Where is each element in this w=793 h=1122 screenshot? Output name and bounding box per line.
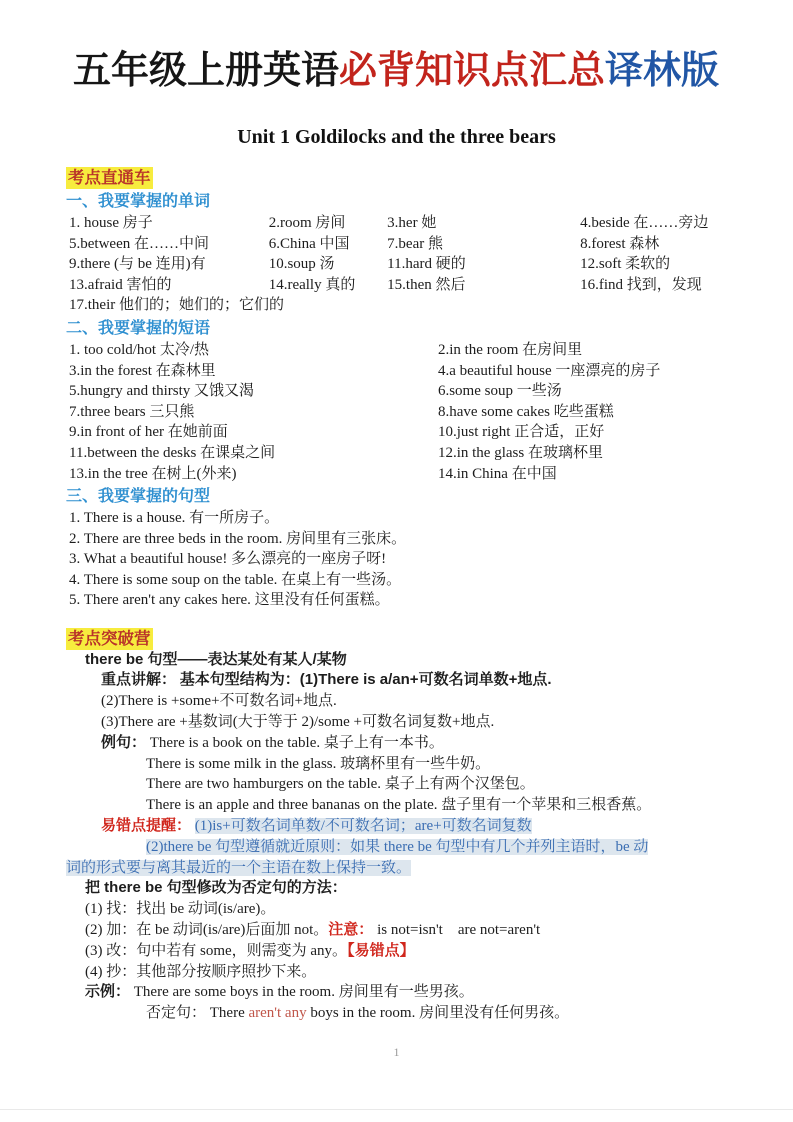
negative-sentence-before: There bbox=[209, 1005, 249, 1022]
negative-sentence-highlight: aren't any bbox=[248, 1005, 307, 1022]
words-grid bbox=[66, 213, 743, 295]
negative-sentence-line bbox=[146, 1003, 743, 1024]
phrase-item: 12.in the glass 在玻璃杯里 bbox=[437, 444, 603, 461]
pitfall-line-2 bbox=[146, 837, 743, 858]
key-explain-line2: (2)There is +some+不可数名词+地点. bbox=[101, 693, 337, 710]
page-content bbox=[66, 150, 743, 1024]
word-item: 9.there (与 be 连用)有 bbox=[69, 256, 206, 273]
example-sentence: There is a book on the table. 桌子上有一本书。 bbox=[149, 734, 444, 751]
example-line-3: There are two hamburgers on the table. 桌子上有两个汉堡包。 bbox=[146, 776, 535, 793]
sample-sentence: There are some boys in the room. 房间里有一些男孩。 bbox=[133, 984, 474, 1001]
example-line-4: There is an apple and three bananas on the plate. 盘子里有一个苹果和三根香蕉。 bbox=[146, 797, 652, 814]
pitfall-mark: 【易错点】 bbox=[347, 941, 415, 959]
word-item: 6.China 中国 bbox=[268, 235, 350, 252]
pitfall-rule-2: (2)there be 句型遵循就近原则：如果 there be 句型中有几个并列主语时，be 动 bbox=[146, 838, 649, 855]
page-bottom-divider bbox=[0, 1109, 793, 1110]
negation-step-3 bbox=[85, 941, 743, 962]
word-item: 7.bear 熊 bbox=[387, 235, 443, 252]
word-item: 3.her 她 bbox=[387, 215, 437, 231]
key-structure-intro-and-1: 基本句型结构为：(1)There is a/an+可数名词单数+地点. bbox=[179, 671, 552, 689]
pitfall-rule-1: (1)is+可数名词单数/不可数名词；are+可数名词复数 bbox=[194, 818, 532, 834]
sentence-item: 5. There aren't any cakes here. 这里没有任何蛋糕。 bbox=[69, 592, 390, 609]
example-line-1 bbox=[101, 733, 743, 754]
title-segment-blue: 译林版 bbox=[605, 50, 720, 92]
phrase-item: 3.in the forest 在森林里 bbox=[69, 362, 216, 379]
key-explain-label: 重点讲解： bbox=[101, 671, 177, 689]
sentence-item: 1. There is a house. 有一所房子。 bbox=[69, 510, 280, 527]
sample-label: 示例： bbox=[85, 983, 131, 1001]
exam-express-badge: 考点直通车 bbox=[68, 169, 151, 187]
negation-step-4: (4) 抄：其他部分按顺序照抄下来。 bbox=[85, 963, 317, 980]
word-item: 13.afraid 害怕的 bbox=[69, 276, 172, 293]
word-item: 17.their 他们的；她们的；它们的 bbox=[69, 297, 284, 314]
word-item: 14.really 真的 bbox=[268, 276, 356, 293]
document-title bbox=[73, 48, 793, 94]
negation-method-title: 把 there be 句型修改为否定句的方法： bbox=[85, 879, 347, 897]
pitfall-rule-2-continued: 词的形式要与离其最近的一个主语在数上保持一致。 bbox=[66, 859, 412, 876]
phrases-heading: 二、我要掌握的短语 bbox=[66, 319, 211, 337]
word-item: 15.then 然后 bbox=[387, 276, 466, 293]
page-number: 1 bbox=[393, 1045, 400, 1059]
breakthrough-badge: 考点突破营 bbox=[68, 629, 151, 648]
phrase-item: 14.in China 在中国 bbox=[437, 465, 557, 482]
key-explain-line3: (3)There are +基数词(大于等于 2)/some +可数名词复数+地点. bbox=[101, 714, 495, 731]
phrases-grid bbox=[66, 340, 743, 484]
word-item: 8.forest 森林 bbox=[580, 235, 660, 252]
negation-step-2 bbox=[85, 920, 743, 941]
phrase-item: 13.in the tree 在树上(外来) bbox=[69, 465, 237, 482]
example-label: 例句： bbox=[101, 733, 147, 751]
phrase-item: 1. too cold/hot 太冷/热 bbox=[69, 341, 209, 358]
word-item: 5.between 在……中间 bbox=[69, 235, 209, 252]
sentences-list bbox=[66, 508, 743, 611]
phrase-item: 2.in the room 在房间里 bbox=[437, 341, 583, 358]
word-item: 12.soft 柔软的 bbox=[580, 256, 671, 273]
negation-step-3-text: (3) 改：句中若有 some，则需变为 any。 bbox=[85, 942, 348, 959]
phrase-item: 11.between the desks 在课桌之间 bbox=[69, 444, 276, 461]
title-segment-red: 必背知识点汇总 bbox=[339, 50, 606, 92]
title-segment-black: 五年级上册英语 bbox=[73, 50, 340, 92]
words-heading: 一、我要掌握的单词 bbox=[66, 193, 211, 210]
attention-text: is not=isn't are not=aren't bbox=[377, 921, 541, 938]
sentences-heading: 三、我要掌握的句型 bbox=[66, 488, 211, 506]
negative-sentence-label: 否定句： bbox=[146, 1005, 207, 1022]
sentence-item: 4. There is some soup on the table. 在桌上有一些汤。 bbox=[69, 571, 402, 588]
sentence-item: 2. There are three beds in the room. 房间里有三张床。 bbox=[69, 530, 407, 547]
word-item: 11.hard 硬的 bbox=[387, 256, 466, 273]
pitfall-line-3 bbox=[66, 858, 743, 879]
phrase-item: 9.in front of her 在她前面 bbox=[69, 424, 228, 441]
negation-step-1: (1) 找：找出 be 动词(is/are)。 bbox=[85, 901, 276, 918]
word-item: 4.beside 在……旁边 bbox=[580, 215, 709, 231]
pitfall-line-1 bbox=[101, 816, 743, 837]
phrase-item: 10.just right 正合适，正好 bbox=[437, 424, 605, 441]
sample-line bbox=[85, 982, 743, 1003]
pitfall-label: 易错点提醒： bbox=[101, 817, 192, 834]
word-item: 10.soup 汤 bbox=[268, 256, 335, 273]
breakthrough-section bbox=[66, 611, 743, 1024]
phrase-item: 4.a beautiful house 一座漂亮的房子 bbox=[437, 362, 661, 379]
phrase-item: 7.three bears 三只熊 bbox=[69, 403, 195, 420]
negation-step-2-text: (2) 加：在 be 动词(is/are)后面加 not。 bbox=[85, 921, 329, 938]
key-explain-line1 bbox=[101, 670, 743, 691]
exam-express-section bbox=[66, 150, 743, 611]
word-item: 1. house 房子 bbox=[69, 215, 153, 231]
unit-title: Unit 1 Goldilocks and the three bears bbox=[237, 126, 556, 148]
attention-label: 注意： bbox=[328, 920, 374, 938]
phrase-item: 5.hungry and thirsty 又饿又渴 bbox=[69, 383, 254, 400]
word-item: 16.find 找到，发现 bbox=[580, 276, 702, 293]
topic-title: there be 句型——表达某处有某人/某物 bbox=[85, 650, 347, 668]
sentence-item: 3. What a beautiful house! 多么漂亮的一座房子呀! bbox=[69, 551, 387, 568]
negative-sentence-after: boys in the room. 房间里没有任何男孩。 bbox=[306, 1005, 570, 1022]
phrase-item: 6.some soup 一些汤 bbox=[437, 383, 562, 400]
phrase-item: 8.have some cakes 吃些蛋糕 bbox=[437, 403, 614, 420]
example-line-2: There is some milk in the glass. 玻璃杯里有一些牛奶。 bbox=[146, 755, 491, 772]
word-item: 2.room 房间 bbox=[268, 215, 346, 231]
